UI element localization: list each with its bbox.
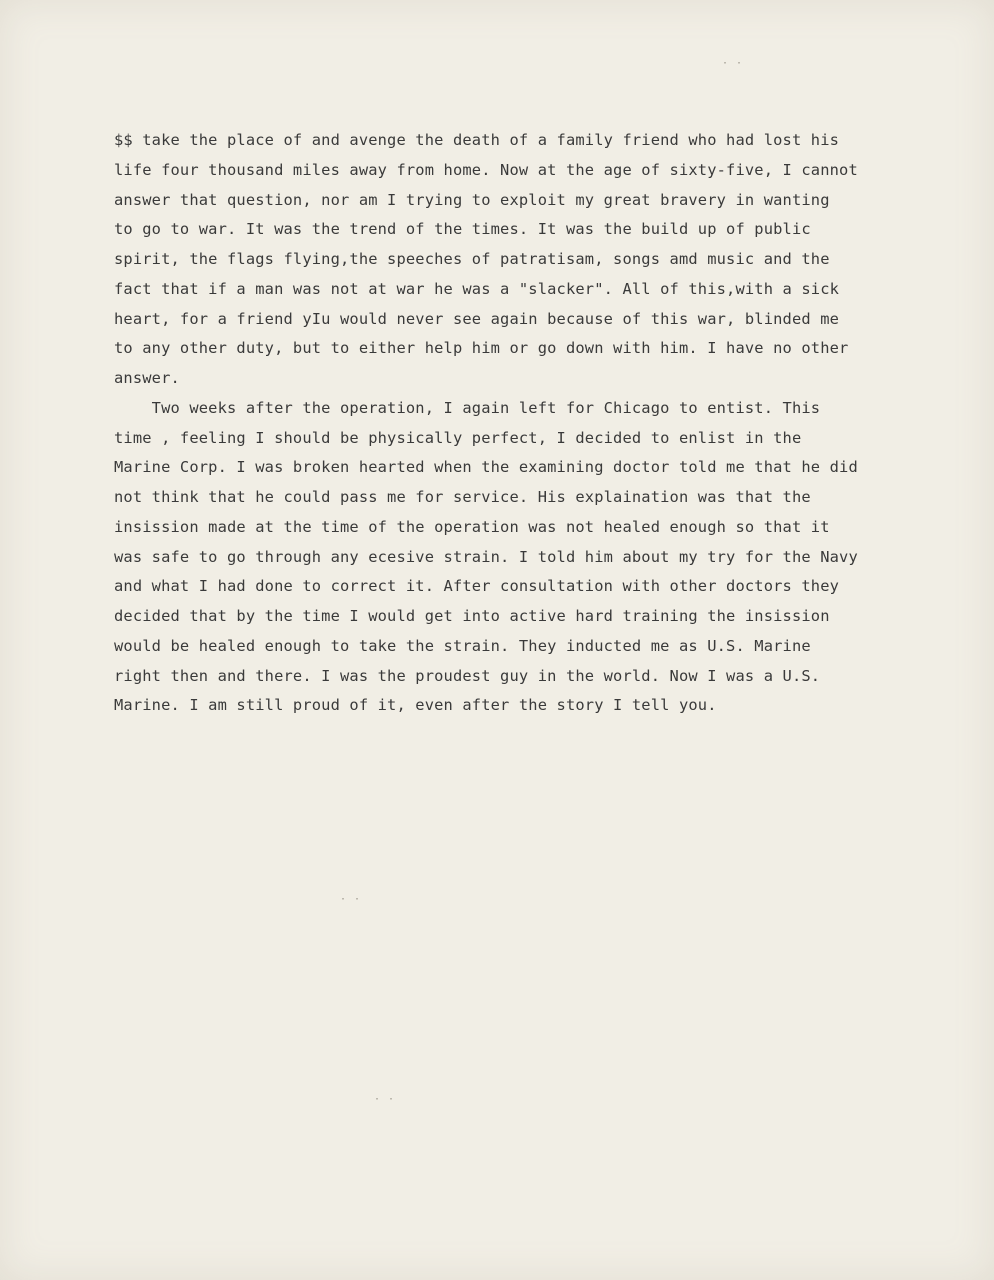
text-line: and what I had done to correct it. After consultation with other doctors they [114,577,840,596]
paper-speck: · · [374,1094,396,1105]
text-line: Two weeks after the operation, I again left for Chicago to entist. This [114,398,821,417]
text-line: answer. [114,369,180,387]
text-line: answer that question, nor am I trying to exploit my great bravery in wanting [114,190,830,209]
paper-speck: · · [340,894,362,905]
text-line: insission made at the time of the operation was not healed enough so that it [114,517,830,536]
text-line: spirit, the flags flying,the speeches of patratisam, songs amd music and the [114,250,830,268]
text-line: fact that if a man was not at war he was a "slacker". All of this,with a sick [114,279,840,298]
text-line: $$ take the place of and avenge the death of a family friend who had lost his [114,131,840,149]
text-line: right then and there. I was the proudest guy in the world. Now I was a U.S. [114,666,821,685]
typed-text-block [114,126,934,721]
text-line: decided that by the time I would get into active hard training the insission [114,607,830,625]
text-line: Marine. I am still proud of it, even after the story I tell you. [114,696,717,715]
text-line: life four thousand miles away from home. Now at the age of sixty-five, I cannot [114,160,858,179]
text-line: was safe to go through any ecesive strain. I told him about my try for the Navy [114,547,858,566]
text-line: would be healed enough to take the strain. They inducted me as U.S. Marine [114,636,811,655]
paper-speck: · · [722,58,744,69]
text-line: not think that he could pass me for service. His explaination was that the [114,488,811,506]
text-line: time , feeling I should be physically perfect, I decided to enlist in the [114,428,802,447]
text-line: heart, for a friend yIu would never see again because of this war, blinded me [114,309,840,328]
text-line: to go to war. It was the trend of the times. It was the build up of public [114,220,811,239]
text-line: Marine Corp. I was broken hearted when the examining doctor told me that he did [114,458,858,477]
text-line: to any other duty, but to either help him or go down with him. I have no other [114,339,849,358]
